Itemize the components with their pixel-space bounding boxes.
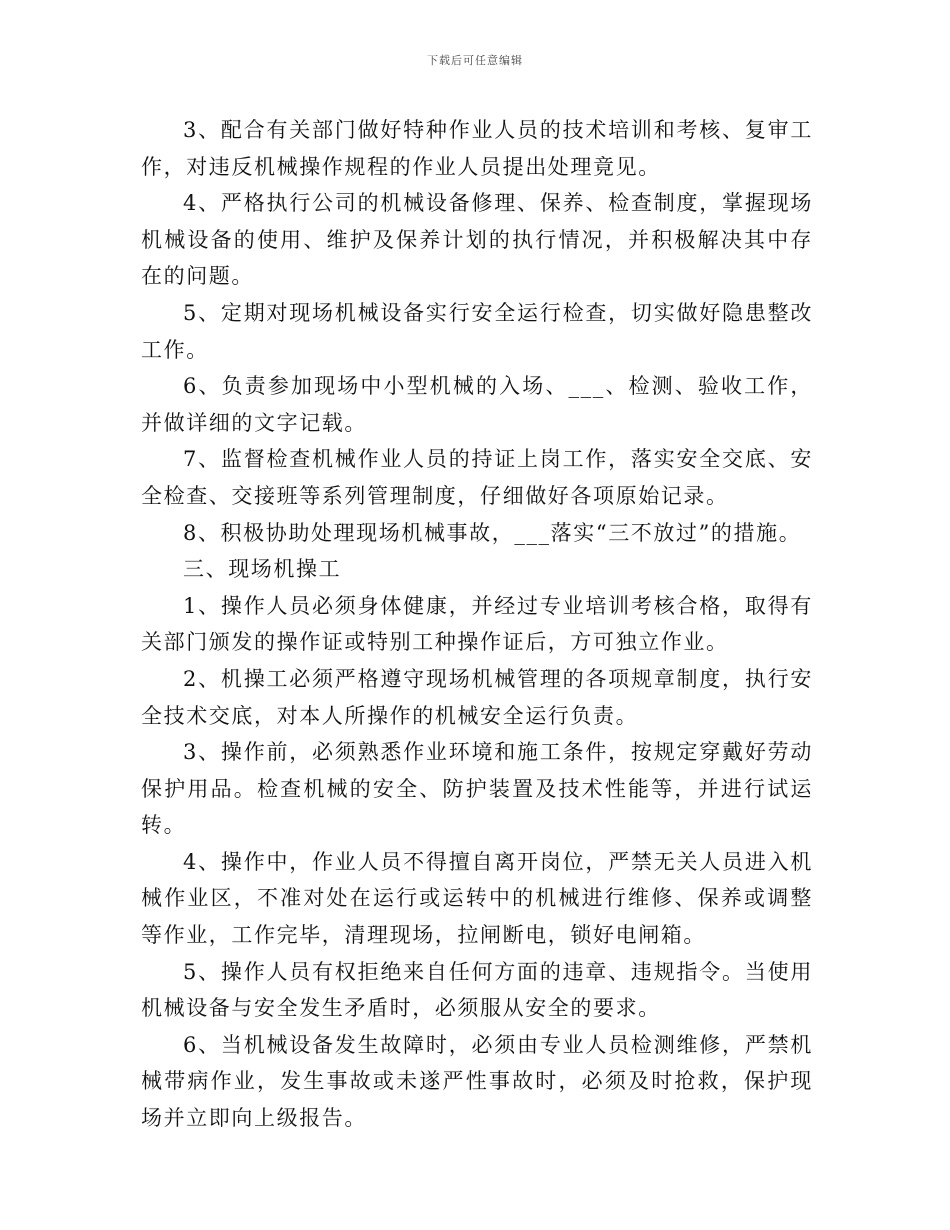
document-body	[141, 112, 813, 1137]
operator-item-3: 3、操作前，必须熟悉作业环境和施工条件，按规定穿戴好劳动保护用品。检查机械的安全、防护装置及技术性能等，并进行试运转。	[141, 740, 813, 838]
paragraph-5-inspection: 5、定期对现场机械设备实行安全运行检查，切实做好隐患整改工作。	[141, 300, 813, 362]
section-heading-operators: 三、现场机操工	[183, 557, 342, 582]
paragraph-4-maintenance: 4、严格执行公司的机械设备修理、保养、检查制度，掌握现场机械设备的使用、维护及保养计划的执行情况，并积极解决其中存在的问题。	[141, 191, 813, 289]
paragraph-6-entry: 6、负责参加现场中小型机械的入场、___、检测、验收工作，并做详细的文字记载。	[141, 374, 813, 435]
operator-item-4: 4、操作中，作业人员不得擅自离开岗位，严禁无关人员进入机械作业区，不准对处在运行或运转中的机械进行维修、保养或调整等作业，工作完毕，清理现场，拉闸断电，锁好电闸箱。	[141, 849, 813, 948]
paragraph-8-accident: 8、积极协助处理现场机械事故，___落实“三不放过”的措施。	[183, 520, 802, 545]
operator-item-6: 6、当机械设备发生故障时，必须由专业人员检测维修，严禁机械带病作业，发生事故或未遂严性事故时，必须及时抢救，保护现场并立即向上级报告。	[141, 1032, 813, 1131]
page-header: 下载后可任意编辑	[427, 54, 523, 67]
operator-item-1: 1、操作人员必须身体健康，并经过专业培训考核合格，取得有关部门颁发的操作证或特别工种操作证后，方可独立作业。	[141, 593, 813, 655]
paragraph-7-supervision: 7、监督检查机械作业人员的持证上岗工作，落实安全交底、安全检查、交接班等系列管理制度，仔细做好各项原始记录。	[141, 447, 813, 508]
operator-item-5: 5、操作人员有权拒绝来自任何方面的违章、违规指令。当使用机械设备与安全发生矛盾时，必须服从安全的要求。	[141, 959, 813, 1021]
operator-item-2: 2、机操工必须严格遵守现场机械管理的各项规章制度，执行安全技术交底，对本人所操作的机械安全运行负责。	[141, 666, 813, 728]
paragraph-3-training: 3、配合有关部门做好特种作业人员的技术培训和考核、复审工作，对违反机械操作规程的作业人员提出处理竟见。	[141, 118, 813, 179]
